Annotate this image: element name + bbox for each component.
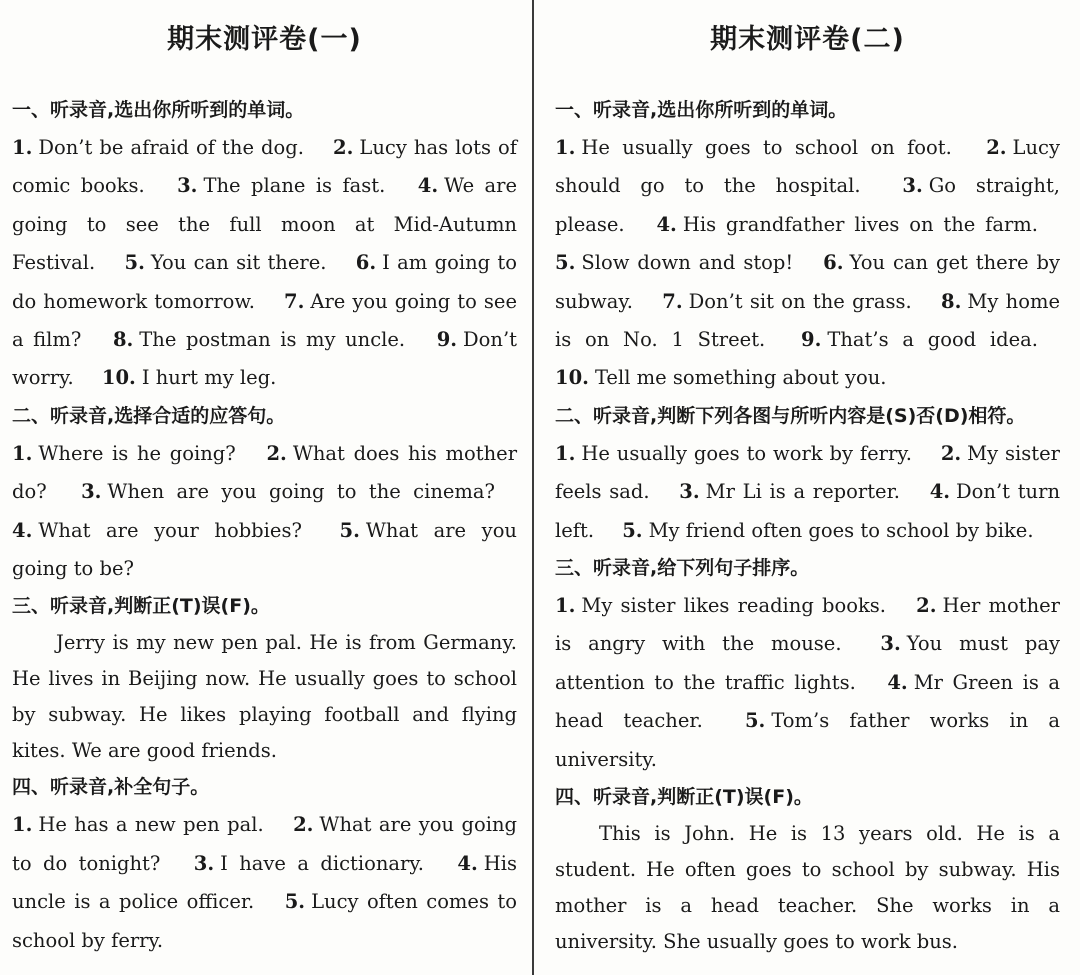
list-item: 1. Where is he going?: [12, 441, 236, 465]
section-heading: 一、听录音,选出你所听到的单词。: [555, 99, 848, 121]
list-item: 7. Don’t sit on the grass.: [662, 289, 912, 313]
section-items: [555, 129, 1060, 398]
listening-passage: Jerry is my new pen pal. He is from Germany. He lives in Beijing now. He usually goes to school by subway. He likes playing football and flying kites. We are good friends.: [12, 631, 517, 763]
list-item: 5. You can sit there.: [124, 251, 327, 275]
list-item: 3. The plane is fast.: [177, 174, 386, 198]
section-items: [12, 129, 517, 398]
list-item: 3. I have a dictionary.: [193, 851, 424, 875]
list-item: 1. Don’t be afraid of the dog.: [12, 136, 304, 159]
exam-2-title: 期末测评卷(二): [710, 24, 905, 55]
list-item: 2. Her mother is angry with the mouse.: [555, 594, 1060, 656]
list-item: 2. Lucy should go to the hospital.: [555, 136, 1060, 198]
list-item: 5. What are you going to be?: [12, 518, 517, 581]
column-divider: [532, 0, 534, 975]
section-heading: 二、听录音,判断下列各图与所听内容是(S)否(D)相符。: [555, 404, 1026, 427]
list-item: 1. He usually goes to school on foot.: [555, 136, 952, 159]
section-items: [12, 806, 517, 960]
exam-1-column: [12, 0, 517, 960]
list-item: 4. Don’t turn left.: [555, 480, 1060, 542]
list-item: 2. What are you going to do tonight?: [12, 813, 517, 875]
list-item: 8. The postman is my uncle.: [112, 328, 406, 352]
section-heading: 四、听录音,判断正(T)误(F)。: [555, 786, 813, 809]
list-item: 1. He usually goes to work by ferry.: [555, 441, 912, 465]
exam-2-column: [555, 0, 1060, 960]
section-heading: 三、听录音,判断正(T)误(F)。: [12, 595, 270, 618]
list-item: 7. Are you going to see a film?: [12, 289, 517, 352]
section-heading: 一、听录音,选出你所听到的单词。: [12, 99, 305, 121]
list-item: 1. He has a new pen pal.: [12, 813, 264, 837]
list-item: 2. My sister feels sad.: [555, 441, 1060, 504]
list-item: 5. My friend often goes to school by bike.: [622, 518, 1034, 542]
exam-1-title: 期末测评卷(一): [167, 24, 362, 55]
list-item: 3. Mr Li is a reporter.: [679, 480, 900, 504]
list-item: 10. Tell me something about you.: [555, 366, 887, 390]
section-items: [12, 435, 517, 589]
list-item: 6. I am going to do homework tomorrow.: [12, 251, 517, 313]
list-item: 2. Lucy has lots of comic books.: [12, 136, 517, 198]
list-item: 4. His grandfather lives on the farm.: [656, 212, 1038, 236]
list-item: 9. That’s a good idea.: [801, 328, 1038, 352]
list-item: 4. What are your hobbies?: [12, 518, 302, 542]
list-item: 4. Mr Green is a head teacher.: [555, 670, 1060, 733]
section-items: [555, 587, 1060, 779]
list-item: 9. Don’t worry.: [12, 328, 518, 390]
section-items: [555, 435, 1060, 550]
list-item: 10. I hurt my leg.: [101, 366, 277, 390]
list-item: 4. His uncle is a police officer.: [12, 851, 518, 914]
section-heading: 三、听录音,给下列句子排序。: [555, 557, 810, 580]
list-item: 4. We are going to see the full moon at Mid-Autumn Festival.: [12, 174, 518, 275]
list-item: 3. You must pay attention to the traffic lights.: [555, 632, 1060, 694]
list-item: 3. When are you going to the cinema?: [81, 480, 495, 504]
list-item: 1. My sister likes reading books.: [555, 594, 886, 618]
list-item: 6. You can get there by subway.: [555, 251, 1060, 313]
section-heading: 二、听录音,选择合适的应答句。: [12, 404, 286, 427]
list-item: 8. My home is on No. 1 Street.: [555, 289, 1061, 352]
section-heading: 四、听录音,补全句子。: [12, 776, 210, 799]
list-item: 5. Lucy often comes to school by ferry.: [12, 890, 517, 952]
list-item: 5. Slow down and stop!: [555, 251, 794, 275]
listening-passage: This is John. He is 13 years old. He is a student. He often goes to school by subway. His mother is a head teacher. She works in a university. She usually goes to work bus.: [555, 822, 1060, 954]
list-item: 2. What does his mother do?: [12, 441, 518, 504]
list-item: 5. Tom’s father works in a university.: [555, 709, 1060, 771]
list-item: 3. Go straight, please.: [555, 174, 1060, 236]
